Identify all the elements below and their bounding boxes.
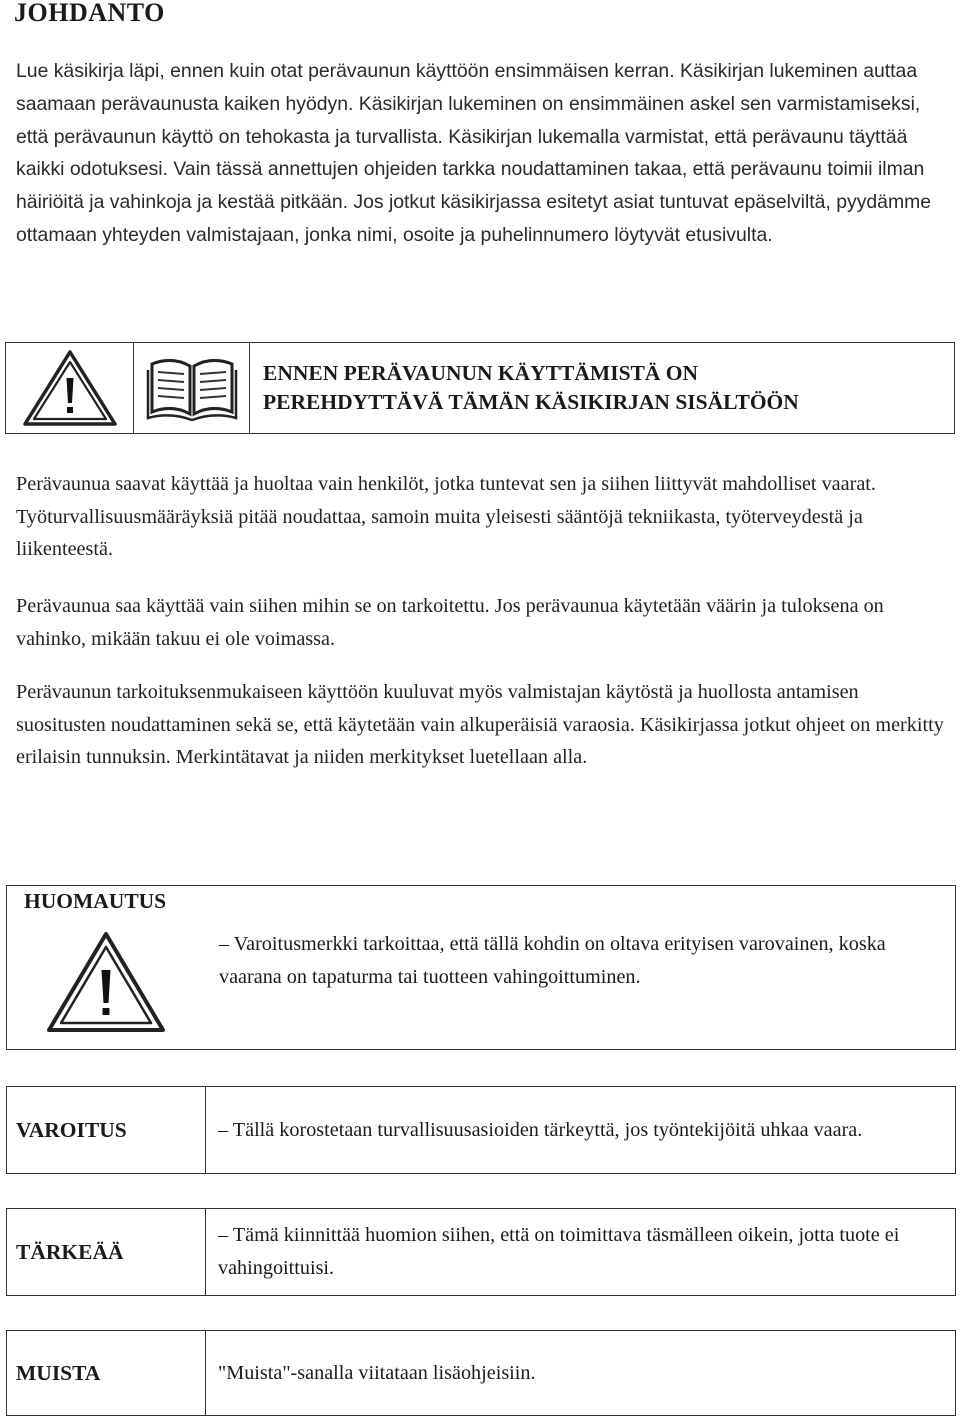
- intro-paragraph: Lue käsikirja läpi, ennen kuin otat perävaunun käyttöön ensimmäisen kerran. Käsikirjan lukeminen auttaa saamaan perävaunusta kaiken hyödyn. Käsikirjan lukeminen on ensimmäinen askel sen varmistamiseksi, että perävaunun käyttö on tehokasta ja turvallista. Käsikirjan lukemalla varmistat, että perävaunu täyttää kaikki odotuksesi. Vain tässä annettujen ohjeiden tarkka noudattaminen takaa, että perävaunu toimii ilman häiriöitä ja vahinkoja ja kestää pitkään. Jos jotkut käsikirjassa esitetyt asiat tuntuvat epäselviltä, pyydämme ottamaan yhteyden valmistajaan, jonka nimi, osoite ja puhelinnumero löytyvät etusivulta.: [16, 60, 932, 246]
- banner-line-2: PEREHDYTTÄVÄ TÄMÄN KÄSIKIRJAN SISÄLTÖÖN: [263, 390, 799, 414]
- banner-text-cell: [250, 343, 954, 433]
- notice-text: – Varoitusmerkki tarkoittaa, että tällä kohdin on oltava erityisen varovainen, koska vaarana on tapaturma tai tuotteen vahingoittuminen.: [219, 933, 886, 988]
- remember-box: [6, 1330, 956, 1416]
- important-label: TÄRKEÄÄ: [7, 1209, 206, 1295]
- important-text: – Tämä kiinnittää huomion siihen, että on toimittava täsmälleen oikein, jotta tuote ei vahingoittuisi.: [218, 1224, 900, 1279]
- warning-label: VAROITUS: [7, 1087, 206, 1173]
- banner-warning-cell: [6, 343, 134, 433]
- read-manual-banner: [5, 342, 955, 434]
- banner-book-cell: [134, 343, 250, 433]
- warning-text: – Tällä korostetaan turvallisuusasioiden tärkeyttä, jos työntekijöitä uhkaa vaara.: [218, 1118, 863, 1141]
- notice-box: [6, 885, 956, 1050]
- notice-label: HUOMAUTUS: [24, 889, 167, 913]
- banner-line-1: ENNEN PERÄVAUNUN KÄYTTÄMISTÄ ON: [263, 361, 699, 385]
- remember-label: MUISTA: [7, 1331, 206, 1415]
- warning-box: [6, 1086, 956, 1174]
- remember-text: "Muista"-sanalla viitataan lisäohjeisiin.: [218, 1361, 536, 1384]
- open-book-icon: [146, 354, 238, 422]
- warning-triangle-icon: [45, 930, 167, 1034]
- purpose-paragraph: Perävaunua saa käyttää vain siihen mihin se on tarkoitettu. Jos perävaunua käytetään väärin ja tuloksena on vahinko, mikään takuu ei ole voimassa.: [16, 595, 884, 650]
- important-box: [6, 1208, 956, 1296]
- page-title: JOHDANTO: [14, 0, 165, 27]
- usage-paragraph: Perävaunua saavat käyttää ja huoltaa vain henkilöt, jotka tuntevat sen ja siihen liittyvät mahdolliset vaarat. Työturvallisuusmääräyksiä pitää noudattaa, samoin muita yleisesti sääntöjä tekniikasta, työterveydestä ja liikenteestä.: [16, 473, 876, 561]
- warning-triangle-icon: [22, 348, 118, 428]
- symbols-paragraph: Perävaunun tarkoituksenmukaiseen käyttöön kuuluvat myös valmistajan käytöstä ja huollosta antamisen suositusten noudattaminen sekä se, että käytetään vain alkuperäisiä varaosia. Käsikirjassa jotkut ohjeet on merkitty erilaisin tunnuksin. Merkintätavat ja niiden merkitykset luetellaan alla.: [16, 681, 944, 769]
